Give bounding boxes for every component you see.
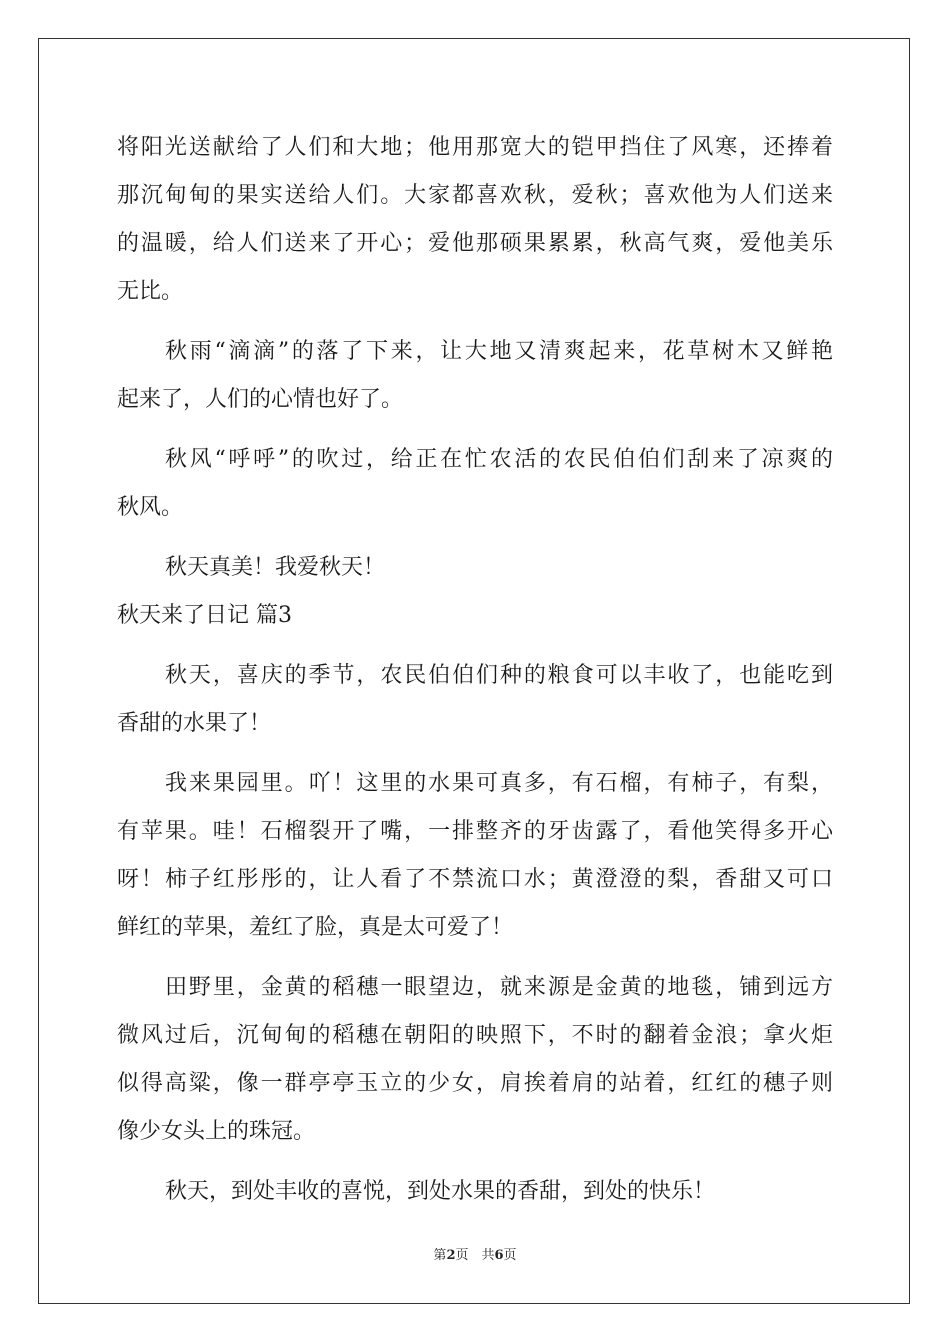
text-line: 香甜的水果了！ — [117, 711, 272, 736]
paragraph — [117, 124, 833, 316]
text-line: 无比。 — [117, 279, 184, 304]
footer-suffix: 页 — [503, 1248, 517, 1263]
paragraph — [117, 760, 833, 952]
document-body — [117, 124, 833, 1228]
text-line: 秋天真美！我爱秋天！ — [165, 555, 386, 580]
text-line: 秋雨“滴滴”的落了下来，让大地又清爽起来，花草树木又鲜艳 — [165, 339, 833, 364]
text-line: 秋风。 — [117, 495, 184, 520]
paragraph — [117, 328, 833, 424]
current-page-number: 2 — [446, 1248, 456, 1263]
text-line: 秋风“呼呼”的吹过，给正在忙农活的农民伯伯们刮来了凉爽的 — [165, 447, 833, 472]
text-line: 的温暖，给人们送来了开心；爱他那硕果累累，秋高气爽，爱他美乐 — [117, 231, 833, 256]
text-line: 秋天，到处丰收的喜悦，到处水果的香甜，到处的快乐！ — [165, 1179, 716, 1204]
text-line: 像少女头上的珠冠。 — [117, 1119, 316, 1144]
paragraph — [117, 652, 833, 748]
paragraph — [117, 544, 833, 592]
section-heading — [117, 592, 833, 640]
page-footer — [0, 1244, 950, 1263]
text-line: 秋天，喜庆的季节，农民伯伯们种的粮食可以丰收了，也能吃到 — [165, 663, 833, 688]
text-line: 田野里，金黄的稻穗一眼望边，就来源是金黄的地毯，铺到远方 — [165, 975, 833, 1000]
text-line: 有苹果。哇！石榴裂开了嘴，一排整齐的牙齿露了，看他笑得多开心 — [117, 819, 833, 844]
heading-text: 秋天来了日记 篇3 — [117, 603, 292, 628]
paragraph — [117, 436, 833, 532]
text-line: 起来了，人们的心情也好了。 — [117, 387, 404, 412]
footer-mid: 页 共 — [455, 1248, 495, 1263]
footer-prefix: 第 — [433, 1248, 447, 1263]
text-line: 鲜红的苹果，羞红了脸，真是太可爱了！ — [117, 915, 514, 940]
text-line: 呀！柿子红彤彤的，让人看了不禁流口水；黄澄澄的梨，香甜又可口 — [117, 867, 833, 892]
paragraph — [117, 964, 833, 1156]
paragraph — [117, 1168, 833, 1216]
text-line: 我来果园里。吖！这里的水果可真多，有石榴，有柿子，有梨， — [165, 771, 833, 796]
text-line: 那沉甸甸的果实送给人们。大家都喜欢秋，爱秋；喜欢他为人们送来 — [117, 183, 833, 208]
text-line: 似得高粱，像一群亭亭玉立的少女，肩挨着肩的站着，红红的穗子则 — [117, 1071, 833, 1096]
text-line: 微风过后，沉甸甸的稻穗在朝阳的映照下，不时的翻着金浪；拿火炬 — [117, 1023, 833, 1048]
text-line: 将阳光送献给了人们和大地；他用那宽大的铠甲挡住了风寒，还捧着 — [117, 135, 833, 160]
total-page-count: 6 — [494, 1248, 504, 1263]
